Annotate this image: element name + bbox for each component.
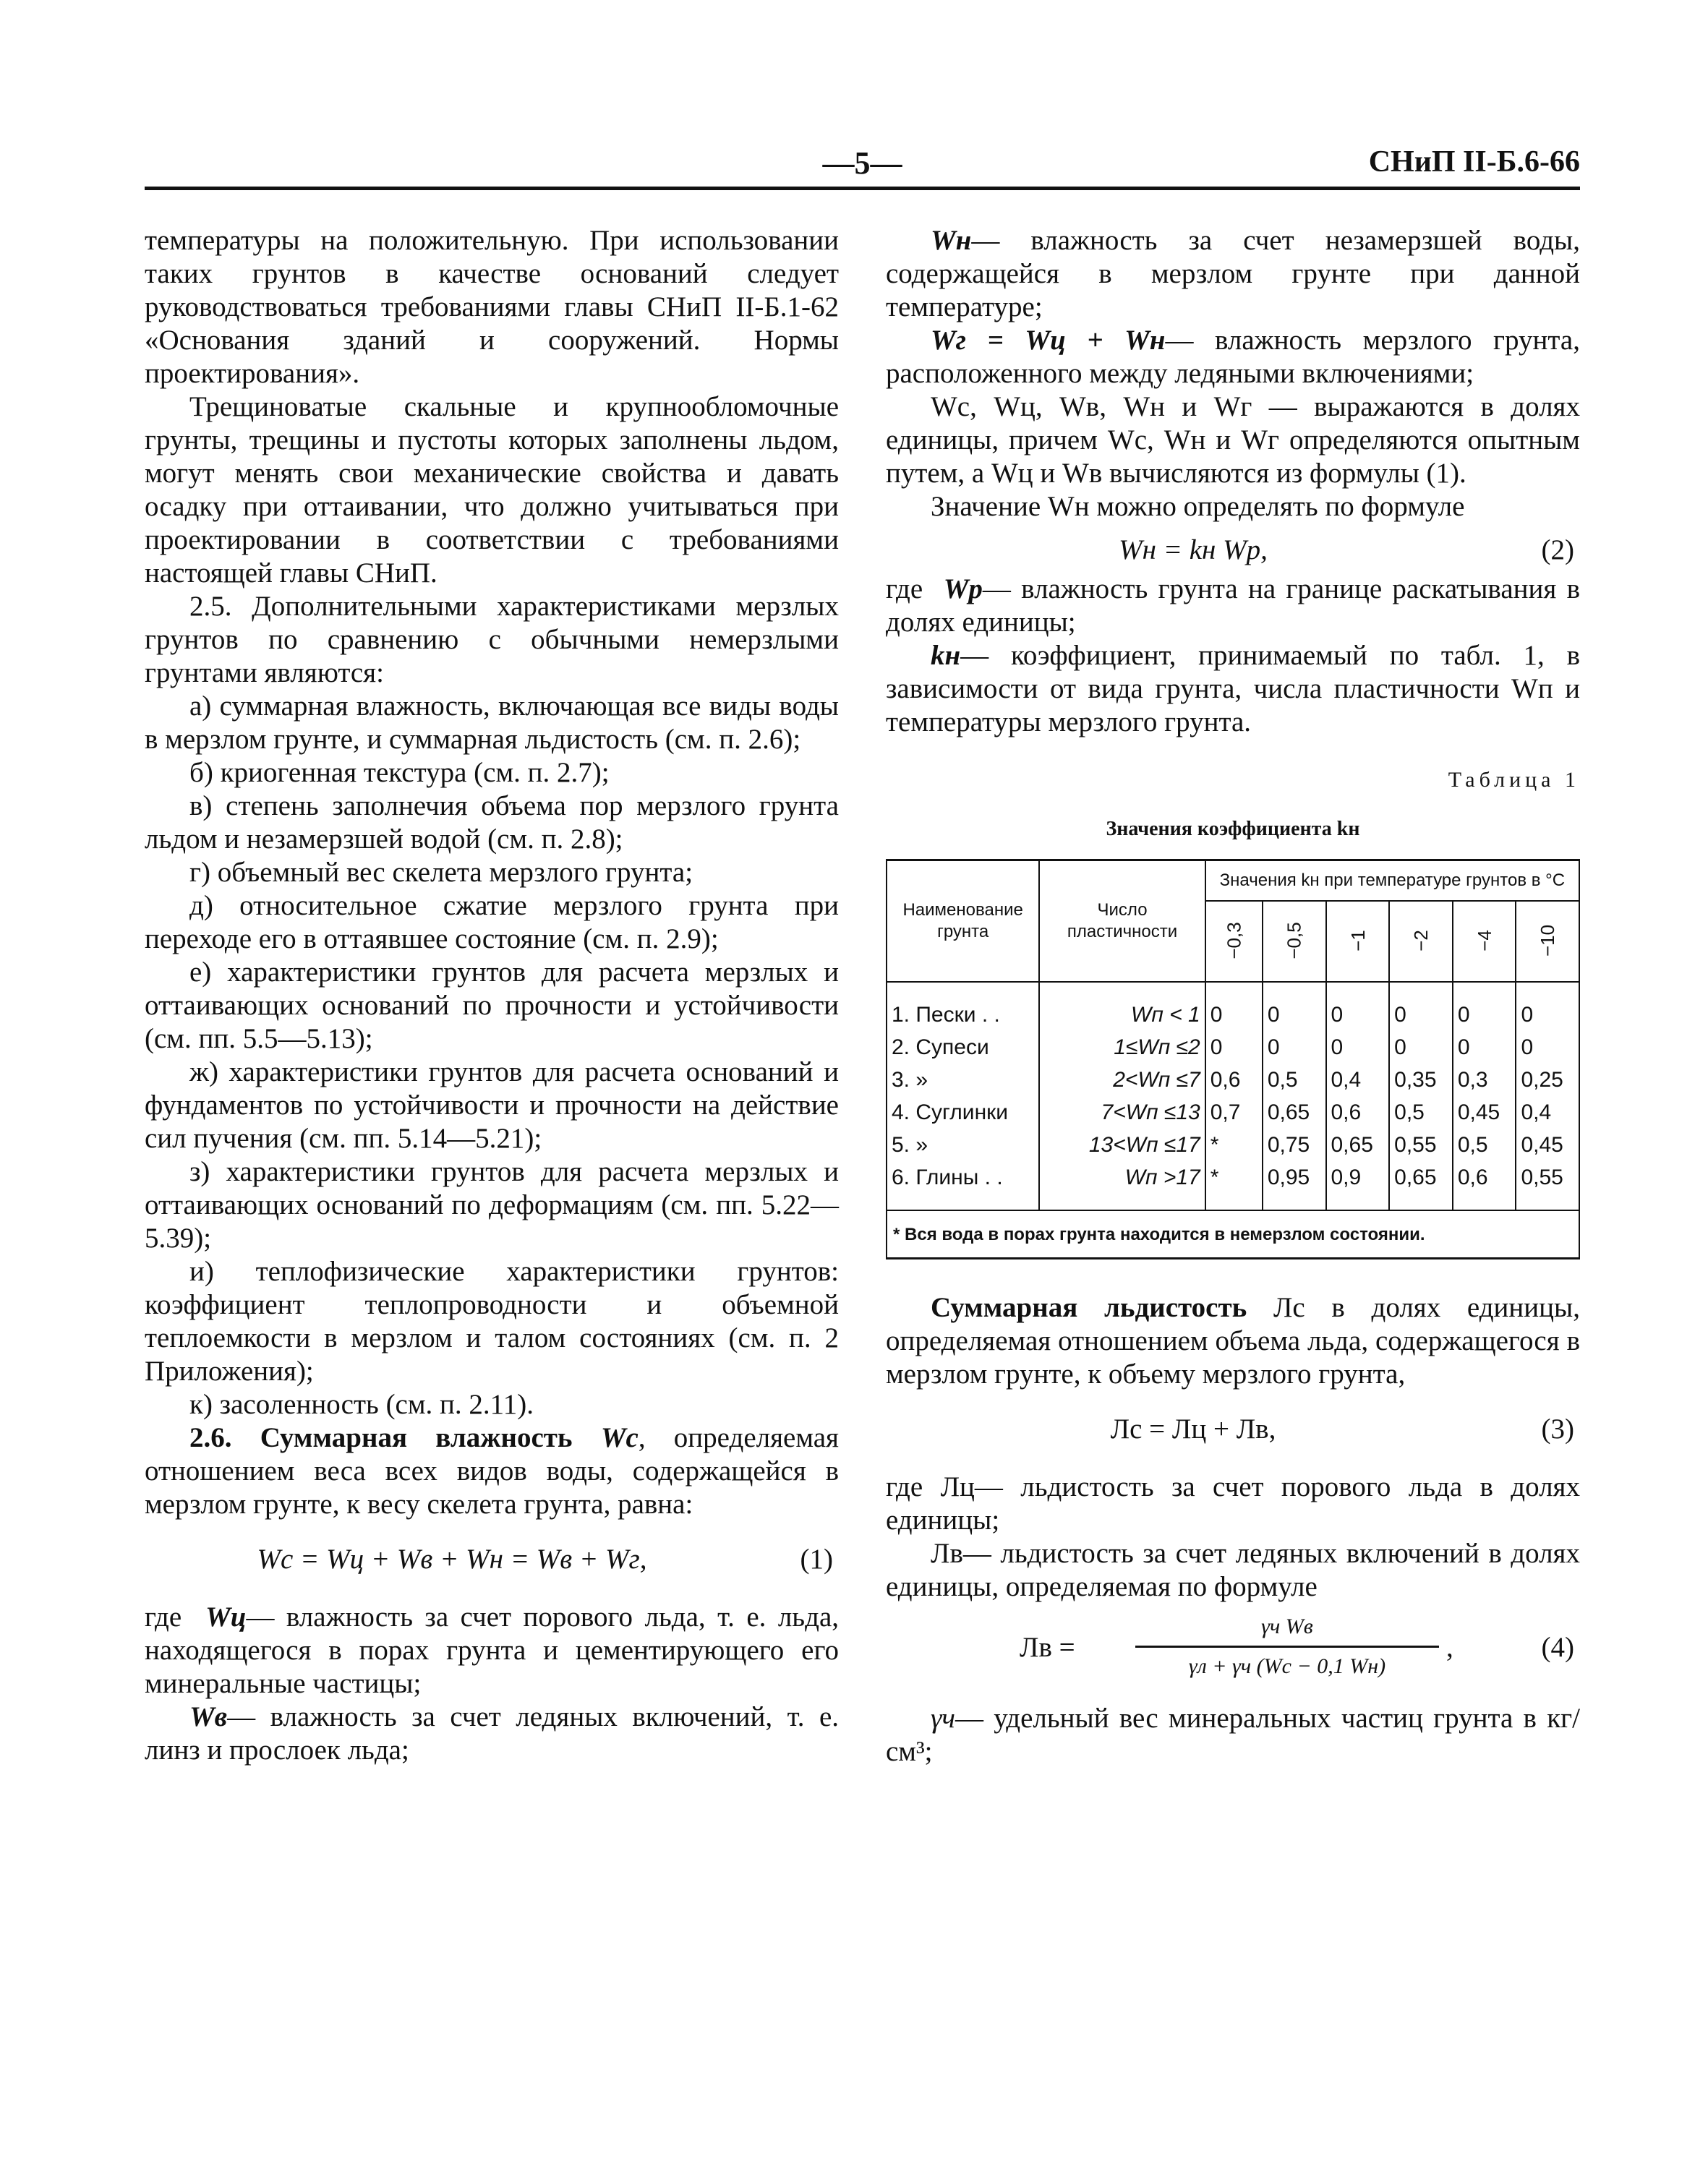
paragraph: Wс, Wц, Wв, Wн и Wг — выражаются в долях единицы, причем Wс, Wн и Wг определяются опытным путем, а Wц и Wв вычисляются из формулы (1). [886, 391, 1580, 489]
col-header-name: Наименование грунта [887, 860, 1039, 983]
paragraph: Трещиноватые скальные и крупнообломочные грунты, трещины и пустоты которых заполнены льдом, могут менять свои механические свойства и давать осадку при оттаивании, что должно учитываться при проектировании в соответствии с требованиями настоящей главы СНиП. [145, 391, 839, 589]
formula-number: (2) [1541, 534, 1574, 565]
definition-lead: где [886, 1471, 923, 1502]
page-number: —5— [822, 145, 902, 181]
cell-coefficient: 0,7 [1205, 1096, 1263, 1129]
cell-coefficient: 0,5 [1263, 1064, 1326, 1096]
cell-soil-name: 4. Суглинки [892, 1100, 1009, 1124]
cell-coefficient: 0 [1263, 1031, 1326, 1064]
fraction-bar [1135, 1646, 1439, 1648]
temp-label: −0,3 [1223, 922, 1245, 959]
cell-coefficient: 0,9 [1326, 1161, 1390, 1210]
definition-lead: где [145, 1601, 182, 1633]
definition [886, 324, 1580, 390]
definition-text: — коэффициент, принимаемый по табл. 1, в зависимости от вида грунта, числа пластичности Wп и температуры мерзлого грунта. [886, 640, 1580, 737]
cell-coefficient: 0 [1205, 1031, 1263, 1064]
page-header [145, 145, 1580, 188]
cell-soil-name: 6. Глины . . [892, 1166, 1003, 1189]
temp-label: −4 [1473, 930, 1495, 951]
formula-comma: , [1446, 1632, 1453, 1663]
paragraph: Значение Wн можно определять по формуле [931, 491, 1465, 522]
cell-coefficient: 0 [1516, 1031, 1579, 1064]
list-item: и) теплофизические характеристики грунтов: коэффициент теплопроводности и объемной теплоемкости в мерзлом и талом состояниях (см. п. 2 Приложения); [145, 1256, 839, 1387]
definition [145, 1701, 839, 1767]
temp-header [1389, 901, 1453, 982]
cell-plasticity: 13<Wп ≤17 [1039, 1129, 1205, 1161]
cell-coefficient: 0 [1326, 982, 1390, 1031]
term-heading: Суммарная льдистость [931, 1292, 1247, 1323]
formula-2 [886, 528, 1580, 568]
table-title: Значения коэффициента kн [1106, 818, 1360, 840]
definition-text: — льдистость за счет порового льда в долях единицы; [886, 1471, 1580, 1536]
formula-number: (3) [1541, 1413, 1574, 1445]
temp-header [1263, 901, 1326, 982]
cell-coefficient: 0 [1389, 1031, 1453, 1064]
cell-coefficient: 0,4 [1326, 1064, 1390, 1096]
coefficient-table [887, 859, 1579, 1210]
section-heading: 2.6. Суммарная влажность [189, 1422, 573, 1453]
formula-1 [145, 1537, 839, 1585]
list-item: к) засоленность (см. п. 2.11). [189, 1389, 534, 1420]
formula-3 [886, 1407, 1580, 1455]
fraction [1135, 1611, 1439, 1682]
list-item: в) степень заполнечия объема пор мерзлого грунта льдом и незамерзшей водой (см. п. 2.8); [145, 790, 839, 855]
formula-4 [886, 1611, 1580, 1690]
cell-coefficient: 0 [1453, 1031, 1516, 1064]
cell-plasticity: 7<Wп ≤13 [1039, 1096, 1205, 1129]
list-item: а) суммарная влажность, включающая все виды воды в мерзлом грунте, и суммарная льдистость (см. п. 2.6); [145, 690, 839, 755]
symbol: Wц [205, 1601, 247, 1633]
cell-coefficient: * [1205, 1161, 1263, 1210]
cell-coefficient: 0,6 [1326, 1096, 1390, 1129]
paragraph-text: в долях единицы, определяемая отношением объема льда, содержащегося в мерзлом грунте, к объему мерзлого грунта, [886, 1292, 1580, 1390]
paragraph [886, 1291, 1580, 1391]
temp-header [1516, 901, 1579, 982]
cell-coefficient: 0,25 [1516, 1064, 1579, 1096]
cell-coefficient: 0,5 [1389, 1096, 1453, 1129]
table-row [887, 1129, 1579, 1161]
temp-label: −1 [1346, 930, 1369, 951]
cell-coefficient: 0,4 [1516, 1096, 1579, 1129]
definition-text: — льдистость за счет ледяных включений в долях единицы, определяемая по формуле [886, 1538, 1580, 1602]
cell-coefficient: 0 [1453, 982, 1516, 1031]
paragraph: температуры на положительную. При использовании таких грунтов в качестве оснований следует руководствоваться требованиями главы СНиП II-Б.1-62 «Основания зданий и сооружений. Нормы проектирования». [145, 225, 839, 389]
left-column [145, 224, 839, 1767]
symbol: Wс [600, 1422, 639, 1453]
cell-coefficient: 0,55 [1389, 1129, 1453, 1161]
cell-coefficient: 0 [1326, 1031, 1390, 1064]
cell-soil-name: 3. » [892, 1068, 928, 1092]
fraction-numerator: γч Wв [1261, 1614, 1313, 1638]
definition [886, 224, 1580, 324]
table-body [887, 982, 1579, 1210]
definition-text: — влажность мерзлого грунта, расположенного между ледяными включениями; [886, 325, 1580, 389]
list-item: г) объемный вес скелета мерзлого грунта; [189, 857, 693, 888]
symbol: Wг = Wц + Wн [931, 325, 1166, 356]
definition [886, 1702, 1580, 1768]
symbol: γч [931, 1703, 955, 1734]
cell-coefficient: 0,45 [1453, 1096, 1516, 1129]
table-row [887, 1064, 1579, 1096]
cell-coefficient: 0,55 [1516, 1161, 1579, 1210]
symbol: kн [931, 640, 961, 671]
cell-coefficient: 0,95 [1263, 1161, 1326, 1210]
cell-plasticity: Wп >17 [1039, 1161, 1205, 1210]
cell-coefficient: 0 [1263, 982, 1326, 1031]
document-code: СНиП II-Б.6-66 [1368, 145, 1580, 179]
col-header-plasticity: Число пластичности [1039, 860, 1205, 983]
right-column [886, 224, 1580, 1768]
definition-lead: где [886, 573, 923, 604]
cell-plasticity: 2<Wп ≤7 [1039, 1064, 1205, 1096]
list-item: б) криогенная текстура (см. п. 2.7); [189, 757, 610, 788]
paragraph: 2.5. Дополнительными характеристиками мерзлых грунтов по сравнению с обычными немерзлыми грунтами являются: [145, 591, 839, 688]
cell-soil-name: 2. Супеси [892, 1035, 989, 1059]
cell-coefficient: 0,45 [1516, 1129, 1579, 1161]
paragraph-text: , определяемая отношением веса всех видов воды, содержащейся в мерзлом грунте, к весу скелета грунта, равна: [145, 1422, 839, 1520]
cell-coefficient: 0,35 [1389, 1064, 1453, 1096]
list-item: е) характеристики грунтов для расчета мерзлых и оттаивающих оснований по прочности и устойчивости (см. пп. 5.5—5.13); [145, 957, 839, 1054]
definition-text: — влажность за счет незамерзшей воды, содержащейся в мерзлом грунте при данной температуре; [886, 225, 1580, 322]
temp-label: −2 [1409, 930, 1432, 951]
cell-plasticity: 1≤Wп ≤2 [1039, 1031, 1205, 1064]
cell-coefficient: 0,65 [1263, 1096, 1326, 1129]
cell-coefficient: 0,65 [1389, 1161, 1453, 1210]
section-2-6 [145, 1421, 839, 1521]
definition-text: — влажность за счет порового льда, т. е. льда, находящегося в порах грунта и цементирующего его минеральные частицы; [145, 1601, 839, 1699]
table-row [887, 1096, 1579, 1129]
formula-number: (4) [1541, 1632, 1574, 1663]
temp-header [1326, 901, 1390, 982]
table-caption: Таблица 1 [1448, 768, 1580, 792]
cell-coefficient: 0,75 [1263, 1129, 1326, 1161]
formula-body: Wн = kн Wр, [1119, 534, 1268, 565]
table-row [887, 982, 1579, 1031]
definition-text: — влажность за счет ледяных включений, т. е. линз и прослоек льда; [145, 1701, 839, 1766]
cell-coefficient: 0,65 [1326, 1129, 1390, 1161]
table-row [887, 1031, 1579, 1064]
symbol: Лс [1273, 1292, 1305, 1323]
col-header-temperature: Значения kн при температуре грунтов в °С [1205, 860, 1579, 902]
formula-number: (1) [800, 1544, 833, 1575]
temp-label: −10 [1537, 924, 1559, 957]
definition [886, 1471, 1580, 1537]
cell-coefficient: 0,6 [1205, 1064, 1263, 1096]
temp-label: −0,5 [1283, 922, 1305, 959]
table-footnote: * Вся вода в порах грунта находится в немерзлом состоянии. [887, 1210, 1579, 1259]
formula-body: Лс = Лц + Лв, [1110, 1413, 1276, 1445]
symbol: Лц [940, 1471, 975, 1502]
symbol: Лв [931, 1538, 963, 1569]
list-item: з) характеристики грунтов для расчета мерзлых и оттаивающих оснований по деформациям (см. пп. 5.22—5.39); [145, 1156, 839, 1254]
definition [886, 573, 1580, 639]
cell-coefficient: 0,5 [1453, 1129, 1516, 1161]
formula-lhs: Лв = [1020, 1632, 1075, 1663]
definition-text: — удельный вес минеральных частиц грунта в кг/см³; [886, 1703, 1580, 1767]
header-rule [145, 187, 1580, 190]
cell-coefficient: 0,6 [1453, 1161, 1516, 1210]
cell-coefficient: * [1205, 1129, 1263, 1161]
table-frame [886, 859, 1580, 1259]
symbol: Wн [931, 225, 972, 256]
list-item: д) относительное сжатие мерзлого грунта при переходе его в оттаявшее состояние (см. п. 2.9); [145, 890, 839, 954]
cell-plasticity: Wп < 1 [1039, 982, 1205, 1031]
definition [145, 1601, 839, 1701]
symbol: Wр [943, 573, 983, 604]
symbol: Wв [189, 1701, 228, 1732]
table-row [887, 1161, 1579, 1210]
cell-coefficient: 0,3 [1453, 1064, 1516, 1096]
cell-soil-name: 5. » [892, 1133, 928, 1157]
temp-header [1453, 901, 1516, 982]
temp-header [1205, 901, 1263, 982]
definition [886, 639, 1580, 739]
list-item: ж) характеристики грунтов для расчета оснований и фундаментов по устойчивости и прочности на действие сил пучения (см. пп. 5.14—5.21); [145, 1056, 839, 1154]
definition-text: — влажность грунта на границе раскатывания в долях единицы; [886, 573, 1580, 638]
cell-coefficient: 0 [1516, 982, 1579, 1031]
formula-body: Wс = Wц + Wв + Wн = Wв + Wг, [257, 1544, 647, 1575]
cell-coefficient: 0 [1389, 982, 1453, 1031]
cell-coefficient: 0 [1205, 982, 1263, 1031]
definition [886, 1537, 1580, 1604]
fraction-denominator: γл + γч (Wс − 0,1 Wн) [1188, 1654, 1386, 1678]
cell-soil-name: 1. Пески . . [892, 1003, 1000, 1027]
